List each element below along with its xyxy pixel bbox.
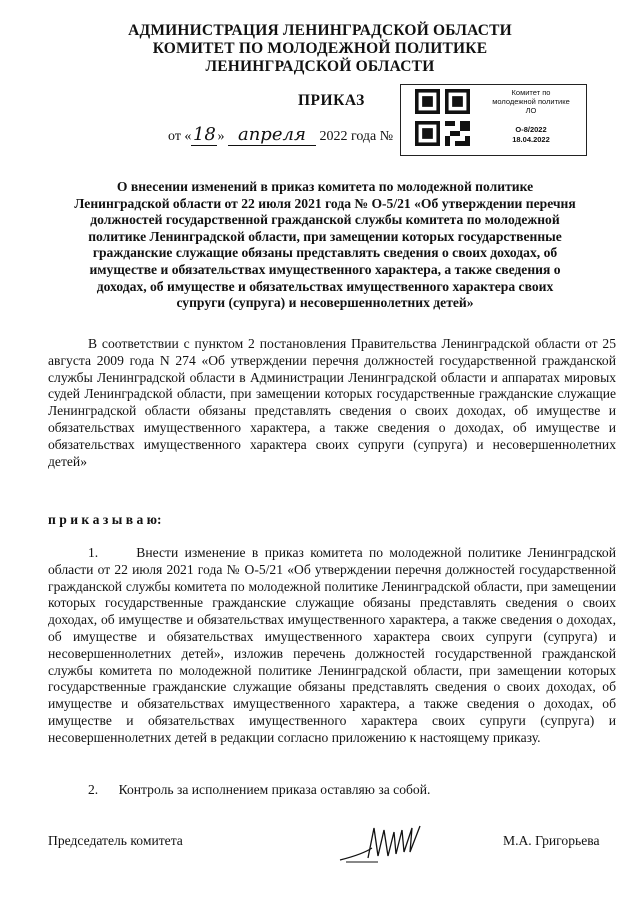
title-line-2: Ленинградской области от 22 июля 2021 года № О-5/21 «Об утверждении перечня (74, 195, 576, 211)
order-item-1 (48, 545, 616, 747)
title-line-4: политике Ленинградской области, при замещении которых государственные (88, 228, 562, 244)
preamble-paragraph: В соответствии с пунктом 2 постановления Правительства Ленинградской области от 25 августа 2009 года N 274 «Об утверждении перечня должностей государственной гражданской службы Ленинградской области в Администрации Ленинградской области и аппаратах мировых судей Ленинградской области, при замещении которых государственные гражданские служащие Ленинградской области обязаны представлять сведения о своих доходах, об имуществе и обязательствах имущественного характера, а также сведения о доходах, об имуществе и обязательствах имущественного характера своих супруги (супруга) и несовершеннолетних детей» (48, 336, 616, 469)
document-title (60, 179, 590, 312)
document-type-label: ПРИКАЗ (298, 92, 365, 109)
title-line-8: супруги (супруга) и несовершеннолетних детей» (176, 295, 474, 311)
order-word: п р и к а з ы в а ю: (48, 512, 162, 527)
agency-name-line-1: АДМИНИСТРАЦИЯ ЛЕНИНГРАДСКОЙ ОБЛАСТИ (128, 22, 512, 39)
date-day: 18 (192, 124, 216, 145)
handwritten-signature (338, 822, 438, 867)
registration-stamp (400, 84, 587, 156)
stamp-reg-number: О-8/2022 (515, 125, 547, 134)
order-item-2 (48, 782, 616, 799)
order-date-line (168, 124, 393, 146)
stamp-org-line-3: ЛО (525, 106, 537, 115)
qr-code-data-area (445, 121, 470, 146)
qr-code-top-right (445, 89, 470, 114)
date-prefix: от « (168, 129, 192, 144)
qr-code-top-left (415, 89, 440, 114)
item-2-number: 2. (88, 782, 99, 797)
stamp-org-line-2: молодежной политике (492, 97, 570, 106)
item-1-text: Внести изменение в приказ комитета по молодежной политике Ленинградской области от 22 июля 2021 года № О-5/21 «Об утверждении перечня должностей государственной гражданской службы комитета по молодежной политике Ленинградской области, при замещении которых государственные гражданские служащие обязаны представлять сведения о своих доходах, об имуществе и обязательствах имущественного характера, а также сведения о доходах, об имуществе и обязательствах имущественного характера своих супруги (супруга) и несовершеннолетних детей», изложив перечень должностей государственной гражданской службы комитета по молодежной политике Ленинградской области, при замещении которых государственные гражданские служащие обязаны представлять сведения о своих доходах, об имуществе и обязательствах имущественного характера, а также сведения о доходах, об имуществе и обязательствах имущественного характера своих супруги (супруга) и несовершеннолетних детей в редакции согласно приложению к настоящему приказу. (48, 545, 616, 745)
title-line-5: гражданские служащие обязаны представлять сведения о своих доходах, об (92, 245, 558, 261)
date-month: апреля (228, 124, 316, 146)
qr-code-bottom-left (415, 121, 440, 146)
title-line-3: должностей государственной гражданской службы комитета по молодежной (90, 212, 560, 228)
signatory-position: Председатель комитета (48, 833, 183, 848)
agency-name-line-2: КОМИТЕТ ПО МОЛОДЕЖНОЙ ПОЛИТИКЕ (152, 40, 488, 57)
stamp-reg-date: 18.04.2022 (512, 135, 550, 144)
signatory-name: М.А. Григорьева (503, 833, 600, 848)
title-line-6: имуществе и обязательствах имущественного характера, а также сведения о (89, 261, 561, 277)
item-2-text: Контроль за исполнением приказа оставляю за собой. (118, 782, 431, 797)
date-year-suffix: 2022 года № (319, 129, 394, 144)
agency-name-line-3: ЛЕНИНГРАДСКОЙ ОБЛАСТИ (205, 58, 435, 75)
title-line-7: доходах, об имуществе и обязательствах имущественного характера своих (96, 278, 554, 294)
title-line-1: О внесении изменений в приказ комитета по молодежной политике (116, 179, 534, 194)
stamp-org-line-1: Комитет по (511, 88, 551, 97)
item-1-number: 1. (88, 545, 99, 560)
date-mid: » (217, 129, 225, 144)
